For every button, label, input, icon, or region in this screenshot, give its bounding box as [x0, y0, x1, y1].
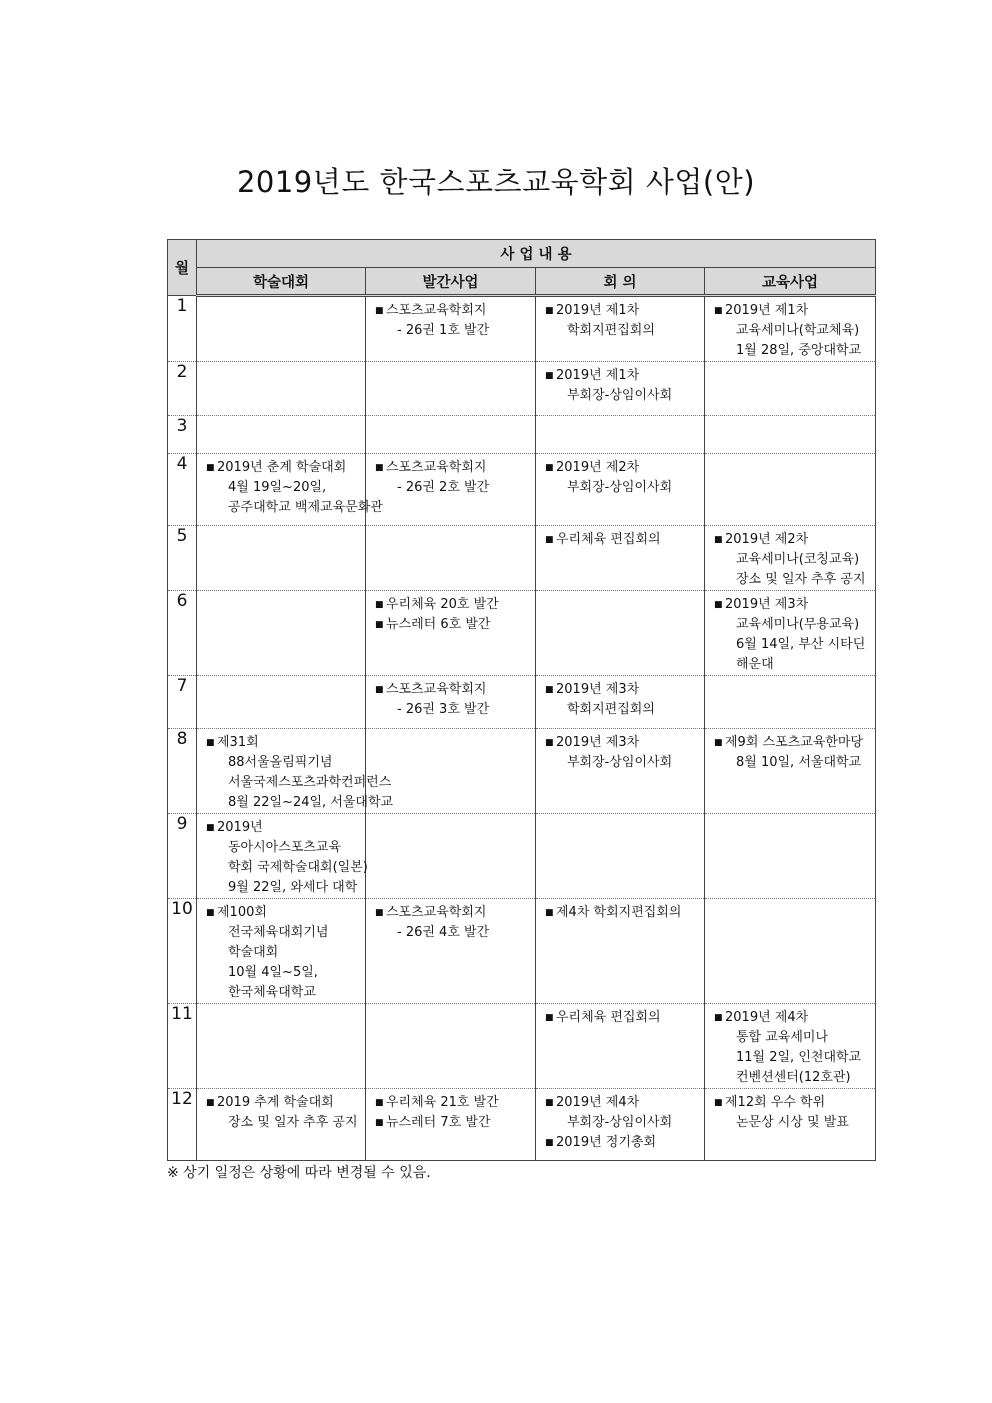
item-text-line: 한국체육대학교 — [228, 985, 316, 1000]
square-bullet-icon: ■ — [206, 463, 215, 473]
item-text-line: 2019년 제2차 — [556, 460, 640, 475]
item-text-line: 제9회 스포츠교육한마당 — [725, 735, 863, 750]
education-cell — [705, 814, 876, 899]
meeting-cell — [536, 296, 705, 362]
document-title: 2019년도 한국스포츠교육학회 사업(안) — [236, 165, 756, 199]
column-header-conference: 학술대회 — [197, 268, 366, 296]
conference-cell — [197, 729, 394, 814]
education-cell — [705, 362, 876, 416]
table-row — [168, 899, 876, 1004]
item-text-line: 10월 4일~5일, — [228, 965, 318, 980]
square-bullet-icon: ■ — [545, 463, 554, 473]
meeting-cell — [536, 1089, 705, 1161]
education-cell — [705, 526, 876, 591]
meeting-cell — [536, 676, 705, 729]
list-item — [714, 595, 871, 675]
list-item — [714, 301, 871, 361]
column-header-education: 교육사업 — [705, 268, 876, 296]
square-bullet-icon: ■ — [545, 908, 554, 918]
meeting-cell — [536, 454, 705, 526]
item-text-line: 6월 14일, 부산 시타딘 — [736, 637, 866, 652]
list-item — [375, 615, 531, 635]
item-text-line: 2019년 제3차 — [556, 735, 640, 750]
table-row — [168, 362, 876, 416]
item-text-line: 스포츠교육학회지 — [386, 905, 487, 920]
item-text-line: 2019년 제1차 — [556, 368, 640, 383]
item-text-line: 교육세미나(학교체육) — [736, 323, 860, 338]
publication-cell — [366, 676, 536, 729]
month-cell: 6 — [168, 591, 197, 676]
item-text-line: 우리체육 20호 발간 — [386, 597, 499, 612]
meeting-cell — [536, 362, 705, 416]
list-item — [545, 458, 700, 498]
item-text-line: 2019 추계 학술대회 — [217, 1095, 334, 1110]
month-cell: 5 — [168, 526, 197, 591]
square-bullet-icon: ■ — [714, 535, 723, 545]
list-item — [375, 903, 531, 943]
conference-cell — [197, 899, 366, 1004]
item-text-line: 해운대 — [736, 657, 774, 672]
table-body — [168, 296, 876, 1161]
list-item — [206, 458, 383, 518]
item-text-line: 제4차 학회지편집회의 — [556, 905, 682, 920]
item-text-line: 논문상 시상 및 발표 — [736, 1115, 849, 1130]
list-item — [375, 301, 531, 341]
item-text-line: 부회장-상임이사회 — [567, 480, 673, 495]
item-text-line: 2019년 — [217, 820, 263, 835]
item-text-line: 2019년 제4차 — [725, 1010, 809, 1025]
item-text-line: 학회지편집회의 — [567, 702, 655, 717]
publication-cell — [366, 899, 536, 1004]
education-cell — [705, 296, 876, 362]
item-text-line: 부회장-상임이사회 — [567, 755, 673, 770]
column-header-publication: 발간사업 — [366, 268, 536, 296]
list-item — [545, 733, 700, 773]
square-bullet-icon: ■ — [375, 685, 384, 695]
meeting-cell — [536, 591, 705, 676]
square-bullet-icon: ■ — [375, 463, 384, 473]
square-bullet-icon: ■ — [545, 306, 554, 316]
month-cell: 4 — [168, 454, 197, 526]
publication-cell — [366, 454, 536, 526]
square-bullet-icon: ■ — [206, 908, 215, 918]
meeting-cell — [536, 416, 705, 454]
item-text-line: 컨벤션센터(12호관) — [736, 1070, 851, 1085]
square-bullet-icon: ■ — [375, 1098, 384, 1108]
list-item — [545, 1133, 700, 1153]
month-cell: 2 — [168, 362, 197, 416]
list-item — [714, 1008, 871, 1088]
square-bullet-icon: ■ — [545, 685, 554, 695]
item-text-line: 8월 10일, 서울대학교 — [736, 755, 862, 770]
item-text-line: 4월 19일~20일, — [228, 480, 327, 495]
square-bullet-icon: ■ — [714, 738, 723, 748]
education-cell — [705, 416, 876, 454]
item-text-line: 2019년 제1차 — [725, 303, 809, 318]
meeting-cell — [536, 1004, 705, 1089]
list-item — [545, 1093, 700, 1133]
month-cell: 3 — [168, 416, 197, 454]
item-text-line: 1월 28일, 중앙대학교 — [736, 343, 862, 358]
month-cell: 11 — [168, 1004, 197, 1089]
meeting-cell — [536, 814, 705, 899]
table-row — [168, 296, 876, 362]
table-row — [168, 454, 876, 526]
conference-cell — [197, 296, 366, 362]
item-text-line: 서울국제스포츠과학컨퍼런스 — [228, 775, 392, 790]
item-text-line: 2019년 정기총회 — [556, 1135, 657, 1150]
list-item — [375, 458, 531, 498]
list-item — [545, 530, 700, 550]
item-text-line: 스포츠교육학회지 — [386, 460, 487, 475]
square-bullet-icon: ■ — [714, 1098, 723, 1108]
list-item — [545, 1008, 700, 1028]
publication-cell — [366, 416, 536, 454]
education-cell — [705, 676, 876, 729]
item-text-line: 전국체육대회기념 — [228, 925, 329, 940]
table-row — [168, 526, 876, 591]
item-text-line: 우리체육 편집회의 — [556, 1010, 661, 1025]
conference-cell — [197, 814, 366, 899]
publication-cell — [366, 362, 536, 416]
item-text-line: 2019년 제3차 — [725, 597, 809, 612]
month-cell: 1 — [168, 296, 197, 362]
education-cell — [705, 1089, 876, 1161]
square-bullet-icon: ■ — [206, 823, 215, 833]
item-text-line: 우리체육 편집회의 — [556, 532, 661, 547]
meeting-cell — [536, 526, 705, 591]
item-text-line: 공주대학교 백제교육문화관 — [228, 500, 383, 515]
education-cell — [705, 899, 876, 1004]
publication-cell — [366, 814, 536, 899]
item-text-line: 스포츠교육학회지 — [386, 303, 487, 318]
item-text-line: 제100회 — [217, 905, 267, 920]
table-row — [168, 416, 876, 454]
month-cell: 9 — [168, 814, 197, 899]
education-cell — [705, 729, 876, 814]
item-text-line: - 26권 4호 발간 — [397, 925, 490, 940]
square-bullet-icon: ■ — [375, 306, 384, 316]
item-text-line: 통합 교육세미나 — [736, 1030, 829, 1045]
table-row — [168, 1089, 876, 1161]
conference-cell — [197, 1089, 366, 1161]
list-item — [375, 1093, 531, 1113]
item-text-line: - 26권 3호 발간 — [397, 702, 490, 717]
square-bullet-icon: ■ — [375, 620, 384, 630]
square-bullet-icon: ■ — [714, 600, 723, 610]
item-text-line: 88서울올림픽기념 — [228, 755, 333, 770]
conference-cell — [197, 454, 383, 526]
item-text-line: 동아시아스포츠교육 — [228, 840, 342, 855]
conference-cell — [197, 416, 366, 454]
publication-cell — [366, 296, 536, 362]
business-content-header: 사 업 내 용 — [197, 240, 876, 268]
publication-cell — [366, 591, 536, 676]
conference-cell — [197, 362, 366, 416]
meeting-cell — [536, 729, 705, 814]
item-text-line: 장소 및 일자 추후 공지 — [736, 572, 866, 587]
item-text-line: 부회장-상임이사회 — [567, 388, 673, 403]
square-bullet-icon: ■ — [545, 1098, 554, 1108]
publication-cell — [366, 526, 536, 591]
table-row — [168, 676, 876, 729]
square-bullet-icon: ■ — [206, 1098, 215, 1108]
item-text-line: 9월 22일, 와세다 대학 — [228, 880, 358, 895]
list-item — [714, 1093, 871, 1133]
list-item — [206, 733, 394, 813]
list-item — [206, 903, 361, 1003]
month-cell: 7 — [168, 676, 197, 729]
item-text-line: 제12회 우수 학위 — [725, 1095, 826, 1110]
list-item — [375, 1113, 531, 1133]
item-text-line: 2019년 제3차 — [556, 682, 640, 697]
square-bullet-icon: ■ — [714, 306, 723, 316]
square-bullet-icon: ■ — [206, 738, 215, 748]
meeting-cell — [536, 899, 705, 1004]
item-text-line: 부회장-상임이사회 — [567, 1115, 673, 1130]
item-text-line: 장소 및 일자 추후 공지 — [228, 1115, 358, 1130]
square-bullet-icon: ■ — [375, 1118, 384, 1128]
table-row — [168, 814, 876, 899]
conference-cell — [197, 1004, 366, 1089]
column-header-meeting: 회 의 — [536, 268, 705, 296]
list-item — [206, 818, 368, 898]
table-row — [168, 1004, 876, 1089]
item-text-line: 8월 22일~24일, 서울대학교 — [228, 795, 394, 810]
conference-cell — [197, 526, 366, 591]
list-item — [545, 903, 700, 923]
list-item — [375, 680, 531, 720]
list-item — [545, 366, 700, 406]
item-text-line: 학술대회 — [228, 945, 279, 960]
table-row — [168, 729, 876, 814]
square-bullet-icon: ■ — [545, 1013, 554, 1023]
list-item — [545, 680, 700, 720]
list-item — [206, 1093, 361, 1133]
month-cell: 10 — [168, 899, 197, 1004]
table-row — [168, 591, 876, 676]
item-text-line: - 26권 1호 발간 — [397, 323, 490, 338]
item-text-line: 스포츠교육학회지 — [386, 682, 487, 697]
footnote: ※ 상기 일정은 상황에 따라 변경될 수 있음. — [167, 1165, 431, 1181]
item-text-line: 학회 국제학술대회(일본) — [228, 860, 368, 875]
square-bullet-icon: ■ — [375, 908, 384, 918]
item-text-line: 교육세미나(코칭교육) — [736, 552, 860, 567]
item-text-line: 뉴스레터 6호 발간 — [386, 617, 491, 632]
list-item — [545, 301, 700, 341]
item-text-line: 뉴스레터 7호 발간 — [386, 1115, 491, 1130]
item-text-line: 학회지편집회의 — [567, 323, 655, 338]
list-item — [714, 733, 871, 773]
item-text-line: 11월 2일, 인천대학교 — [736, 1050, 862, 1065]
education-cell — [705, 591, 876, 676]
square-bullet-icon: ■ — [545, 1138, 554, 1148]
square-bullet-icon: ■ — [545, 535, 554, 545]
business-plan-table — [167, 239, 876, 1161]
education-cell — [705, 454, 876, 526]
item-text-line: - 26권 2호 발간 — [397, 480, 490, 495]
month-cell: 8 — [168, 729, 197, 814]
list-item — [375, 595, 531, 615]
item-text-line: 제31회 — [217, 735, 259, 750]
item-text-line: 2019년 제4차 — [556, 1095, 640, 1110]
square-bullet-icon: ■ — [714, 1013, 723, 1023]
publication-cell — [366, 1004, 536, 1089]
square-bullet-icon: ■ — [545, 738, 554, 748]
item-text-line: 2019년 제2차 — [725, 532, 809, 547]
education-cell — [705, 1004, 876, 1089]
publication-cell — [366, 1089, 536, 1161]
item-text-line: 2019년 춘계 학술대회 — [217, 460, 347, 475]
item-text-line: 우리체육 21호 발간 — [386, 1095, 499, 1110]
conference-cell — [197, 591, 366, 676]
item-text-line: 교육세미나(무용교육) — [736, 617, 860, 632]
square-bullet-icon: ■ — [375, 600, 384, 610]
square-bullet-icon: ■ — [545, 371, 554, 381]
month-header: 월 — [168, 240, 197, 296]
conference-cell — [197, 676, 366, 729]
list-item — [714, 530, 871, 590]
item-text-line: 2019년 제1차 — [556, 303, 640, 318]
month-cell: 12 — [168, 1089, 197, 1161]
